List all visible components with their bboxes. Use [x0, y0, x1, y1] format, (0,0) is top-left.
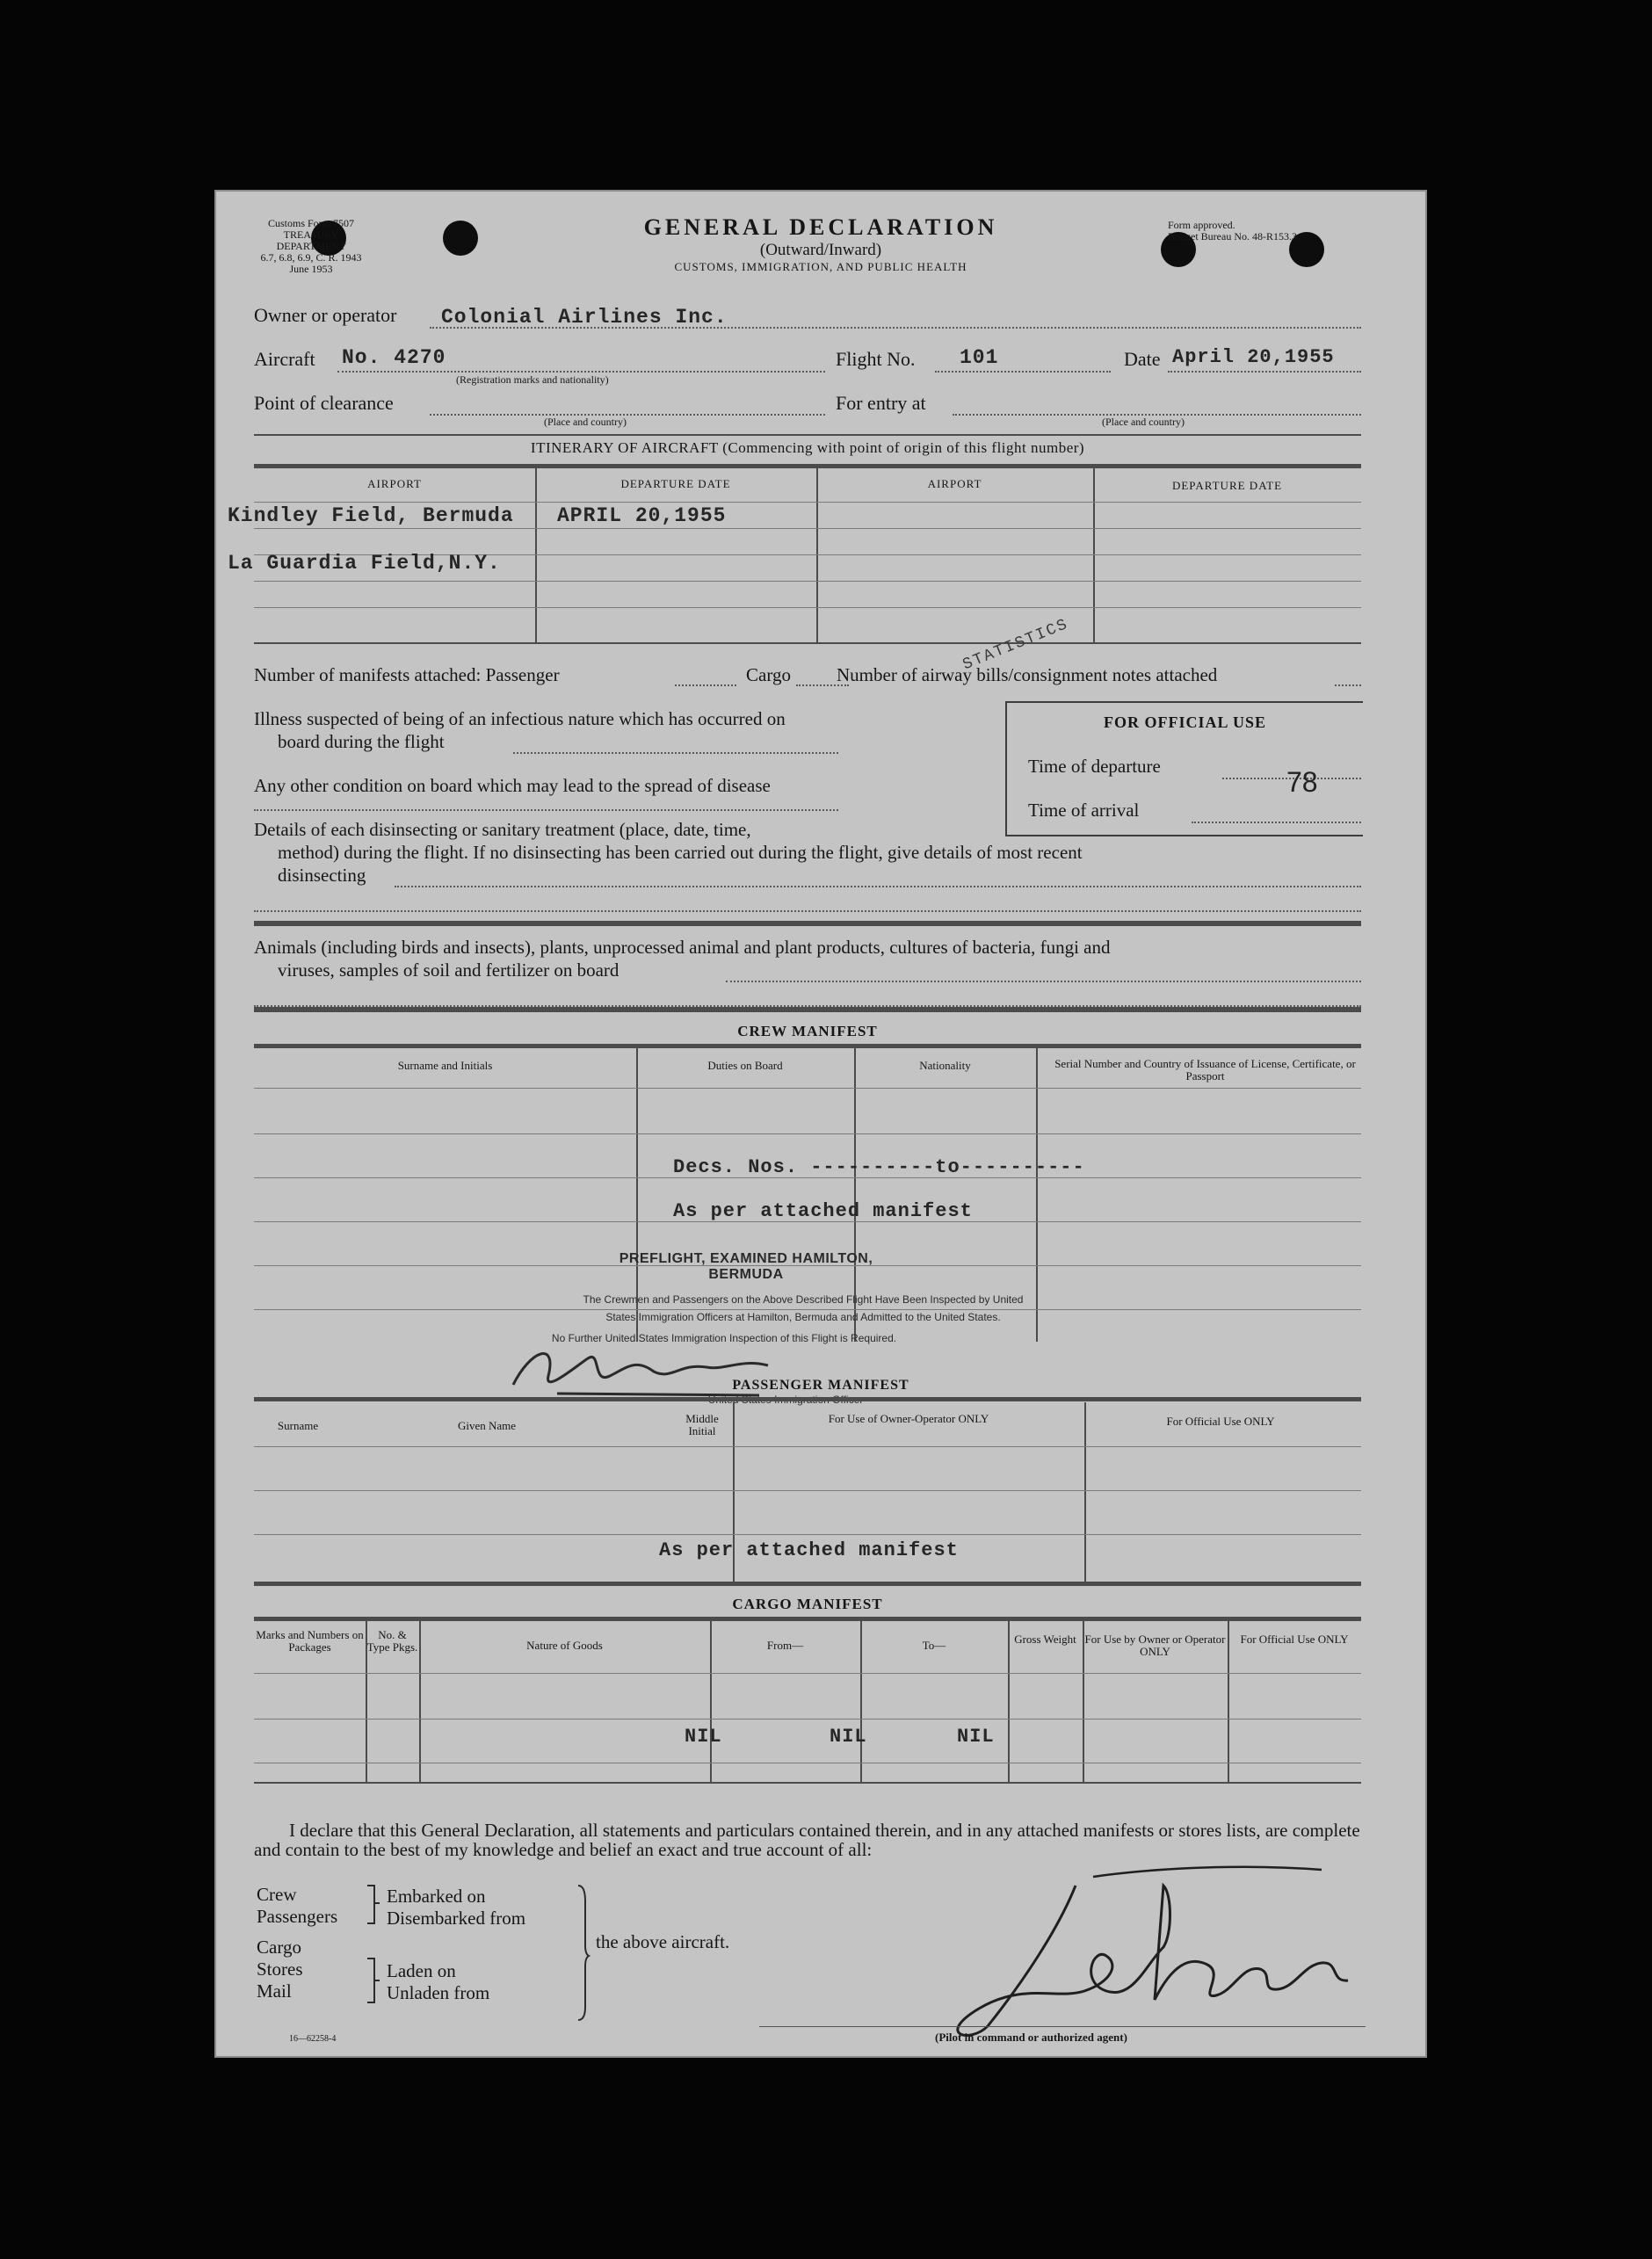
declaration-passengers-label: Passengers	[257, 1906, 338, 1927]
animals-line-1: Animals (including birds and insects), plants, unprocessed animal and plant products, cultures of bacteria, fungi and	[254, 937, 1111, 958]
declaration-left-items	[257, 1884, 337, 2002]
itinerary-header-date-2: DEPARTURE DATE	[1171, 479, 1283, 492]
passenger-header-surname: Surname	[277, 1419, 319, 1432]
punch-hole	[443, 221, 478, 256]
cargo-header-marks: Marks and Numbers on Packages	[256, 1628, 364, 1654]
entry-note: (Place and country)	[1102, 416, 1185, 428]
form-id-block: Customs Form 7507 TREASURY DEPARTMENT 6.7, 6.8, 6.9, C. R. 1943 June 1953	[260, 217, 362, 275]
itinerary-header-airport: AIRPORT	[367, 477, 422, 490]
passenger-manifest-title: PASSENGER MANIFEST	[732, 1378, 909, 1393]
itinerary-title: ITINERARY OF AIRCRAFT (Commencing with point of origin of this flight number)	[530, 439, 1085, 456]
entry-label: For entry at	[836, 392, 926, 414]
declaration-crew-label: Crew	[257, 1884, 297, 1905]
preflight-stamp-line-1: The Crewmen and Passengers on the Above Described Flight Have Been Inspected by United	[583, 1293, 1024, 1306]
owner-label: Owner or operator	[254, 304, 397, 326]
approval-block: Form approved. Budget Bureau No. 48-R153.3.	[1168, 219, 1300, 243]
cargo-header-weight: Gross Weight	[1014, 1633, 1076, 1646]
crew-manifest-title: CREW MANIFEST	[737, 1023, 878, 1039]
form-header	[548, 214, 1093, 274]
declaration-embarked-label: Embarked on	[387, 1886, 486, 1907]
arrival-time-label: Time of arrival	[1028, 800, 1140, 821]
cargo-header-official-use: For Official Use ONLY	[1240, 1633, 1349, 1646]
cargo-header-from: From—	[766, 1639, 804, 1652]
disinsect-line-3: disinsecting	[278, 865, 366, 886]
departure-time-label: Time of departure	[1028, 756, 1161, 777]
pilot-signature	[909, 1859, 1383, 2044]
itinerary-date-1: APRIL 20,1955	[557, 504, 727, 527]
statistics-stamp: STATISTICS	[960, 615, 1072, 675]
date-value: April 20,1955	[1172, 346, 1335, 368]
flight-label: Flight No.	[836, 348, 916, 370]
declaration-bracket-left	[364, 1884, 381, 2024]
crew-header-surname: Surname and Initials	[397, 1059, 493, 1072]
passenger-header-middle-initial: Middle Initial	[685, 1412, 719, 1437]
passenger-header-official-use: For Official Use ONLY	[1166, 1415, 1275, 1428]
cargo-nature-value: NIL	[685, 1726, 722, 1748]
official-use-title: FOR OFFICIAL USE	[1103, 713, 1267, 731]
preflight-stamp-line-2: States Immigration Officers at Hamilton, Bermuda and Admitted to the United States.	[605, 1311, 1001, 1323]
disease-condition-line: Any other condition on board which may lead to the spread of disease	[254, 775, 771, 796]
agencies-line: CUSTOMS, IMMIGRATION, AND PUBLIC HEALTH	[674, 260, 967, 273]
declaration-text: I declare that this General Declaration, all statements and particulars contained therein, and in any attached manifests or stores lists, are complete and contain to the best of my knowledge and belief an exact and true account of all:	[254, 1820, 1360, 1860]
manifest-passenger-label: Number of manifests attached: Passenger	[254, 664, 560, 685]
page-subtitle: (Outward/Inward)	[759, 241, 882, 259]
crew-per-manifest: As per attached manifest	[673, 1200, 973, 1222]
itinerary-airport-2: La Guardia Field,N.Y.	[228, 552, 501, 575]
cargo-manifest-title: CARGO MANIFEST	[732, 1596, 883, 1612]
aircraft-value: No. 4270	[342, 346, 446, 369]
cargo-header-to: To—	[922, 1639, 946, 1652]
preflight-stamp-line-3: No Further United States Immigration Inspection of this Flight is Required.	[551, 1332, 897, 1344]
date-label: Date	[1124, 348, 1161, 370]
signature-caption: (Pilot in command or authorized agent)	[935, 2031, 1127, 2044]
official-use-box	[1005, 701, 1363, 836]
disinsect-line-2: method) during the flight. If no disinsecting has been carried out during the flight, give details of most recent	[278, 842, 1083, 863]
departure-time-value: 78	[1286, 766, 1318, 798]
declaration-unladen-label: Unladen from	[387, 1982, 490, 2003]
passenger-header-given-name: Given Name	[457, 1419, 517, 1432]
clearance-label: Point of clearance	[254, 392, 394, 414]
cargo-from-value: NIL	[830, 1726, 867, 1748]
crew-header-duties: Duties on Board	[707, 1059, 783, 1072]
page-title: GENERAL DECLARATION	[643, 214, 998, 240]
declaration-mid-items	[387, 1886, 525, 2004]
illness-line-1: Illness suspected of being of an infectious nature which has occurred on	[254, 708, 786, 729]
itinerary-header-date: DEPARTURE DATE	[620, 477, 731, 490]
itinerary-header-airport-2: AIRPORT	[927, 477, 982, 490]
preflight-stamp-title: PREFLIGHT, EXAMINED HAMILTON, BERMUDA	[619, 1251, 873, 1282]
clearance-note: (Place and country)	[544, 416, 627, 428]
manifest-cargo-label: Cargo	[746, 664, 791, 685]
aircraft-label: Aircraft	[254, 348, 315, 370]
declaration-aircraft-text: the above aircraft.	[596, 1931, 730, 1952]
declaration-cargo-label: Cargo	[257, 1937, 301, 1958]
aircraft-note: (Registration marks and nationality)	[456, 373, 609, 386]
crew-header-nationality: Nationality	[919, 1059, 971, 1072]
passenger-header-owner-use: For Use of Owner-Operator ONLY	[828, 1412, 989, 1425]
cargo-header-owner-use: For Use by Owner or Operator ONLY	[1084, 1633, 1226, 1658]
illness-line-2: board during the flight	[278, 731, 445, 752]
declaration-form	[214, 190, 1427, 2058]
passenger-per-manifest: As per attached manifest	[659, 1539, 959, 1561]
owner-value: Colonial Airlines Inc.	[441, 306, 728, 329]
print-code: 16—62258-4	[289, 2034, 337, 2044]
declaration-laden-label: Laden on	[387, 1960, 456, 1981]
airway-bills-label: Number of airway bills/consignment notes attached	[837, 664, 1218, 685]
declaration-bracket-right	[576, 1884, 591, 2024]
declaration-disembarked-label: Disembarked from	[387, 1908, 526, 1929]
crew-header-license: Serial Number and Country of Issuance of License, Certificate, or Passport	[1054, 1057, 1356, 1082]
disinsect-line-1: Details of each disinsecting or sanitary treatment (place, date, time,	[254, 819, 751, 840]
animals-line-2: viruses, samples of soil and fertilizer on board	[278, 959, 620, 981]
cargo-header-nature: Nature of Goods	[526, 1639, 603, 1652]
crew-decs-nos: Decs. Nos. ----------to----------	[673, 1156, 1085, 1178]
flight-value: 101	[960, 346, 999, 369]
declaration-stores-label: Stores	[257, 1959, 303, 1980]
declaration-mail-label: Mail	[257, 1980, 292, 2002]
cargo-header-packages: No. & Type Pkgs.	[366, 1628, 418, 1654]
cargo-to-value: NIL	[957, 1726, 995, 1748]
itinerary-airport-1: Kindley Field, Bermuda	[228, 504, 514, 527]
